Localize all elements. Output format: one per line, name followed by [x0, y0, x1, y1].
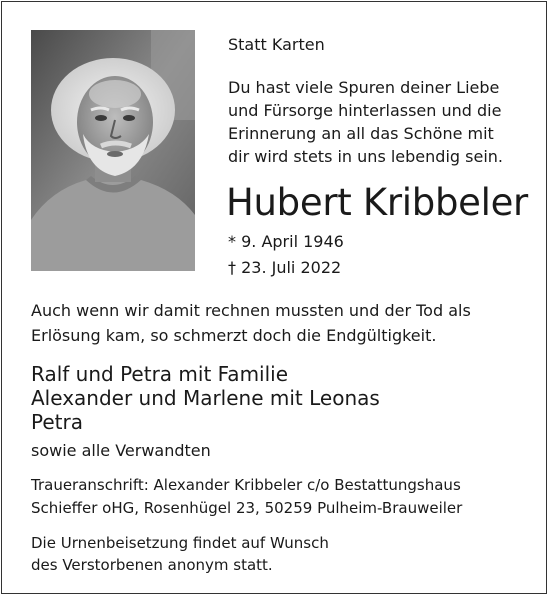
- quote-line: dir wird stets in uns lebendig sein.: [228, 147, 503, 166]
- quote-line: und Fürsorge hinterlassen und die: [228, 101, 502, 120]
- notice-line: Die Urnenbeisetzung findet auf Wunsch: [31, 534, 329, 552]
- address-line: Traueranschrift: Alexander Kribbeler c/o Bestattungshaus: [31, 476, 461, 494]
- mourning-address: [31, 474, 462, 520]
- family-list: [31, 362, 380, 434]
- message-line: Erlösung kam, so schmerzt doch die Endgültigkeit.: [31, 326, 437, 345]
- notice-line: des Verstorbenen anonym statt.: [31, 556, 273, 574]
- address-line: Schieffer oHG, Rosenhügel 23, 50259 Pulheim-Brauweiler: [31, 499, 463, 517]
- memorial-quote: [228, 76, 503, 168]
- death-date: † 23. Juli 2022: [228, 258, 342, 277]
- relatives-line: sowie alle Verwandten: [31, 441, 211, 460]
- condolence-message: [31, 298, 471, 348]
- family-member: Petra: [31, 410, 83, 434]
- portrait-photo: [31, 30, 195, 271]
- burial-notice: [31, 532, 329, 576]
- family-member: Alexander und Marlene mit Leonas: [31, 386, 380, 410]
- quote-line: Du hast viele Spuren deiner Liebe: [228, 78, 500, 97]
- statt-karten-label: Statt Karten: [228, 35, 325, 54]
- birth-date: * 9. April 1946: [228, 232, 344, 251]
- family-member: Ralf und Petra mit Familie: [31, 362, 289, 386]
- deceased-name: Hubert Kribbeler: [226, 181, 528, 224]
- quote-line: Erinnerung an all das Schöne mit: [228, 124, 494, 143]
- message-line: Auch wenn wir damit rechnen mussten und der Tod als: [31, 301, 471, 320]
